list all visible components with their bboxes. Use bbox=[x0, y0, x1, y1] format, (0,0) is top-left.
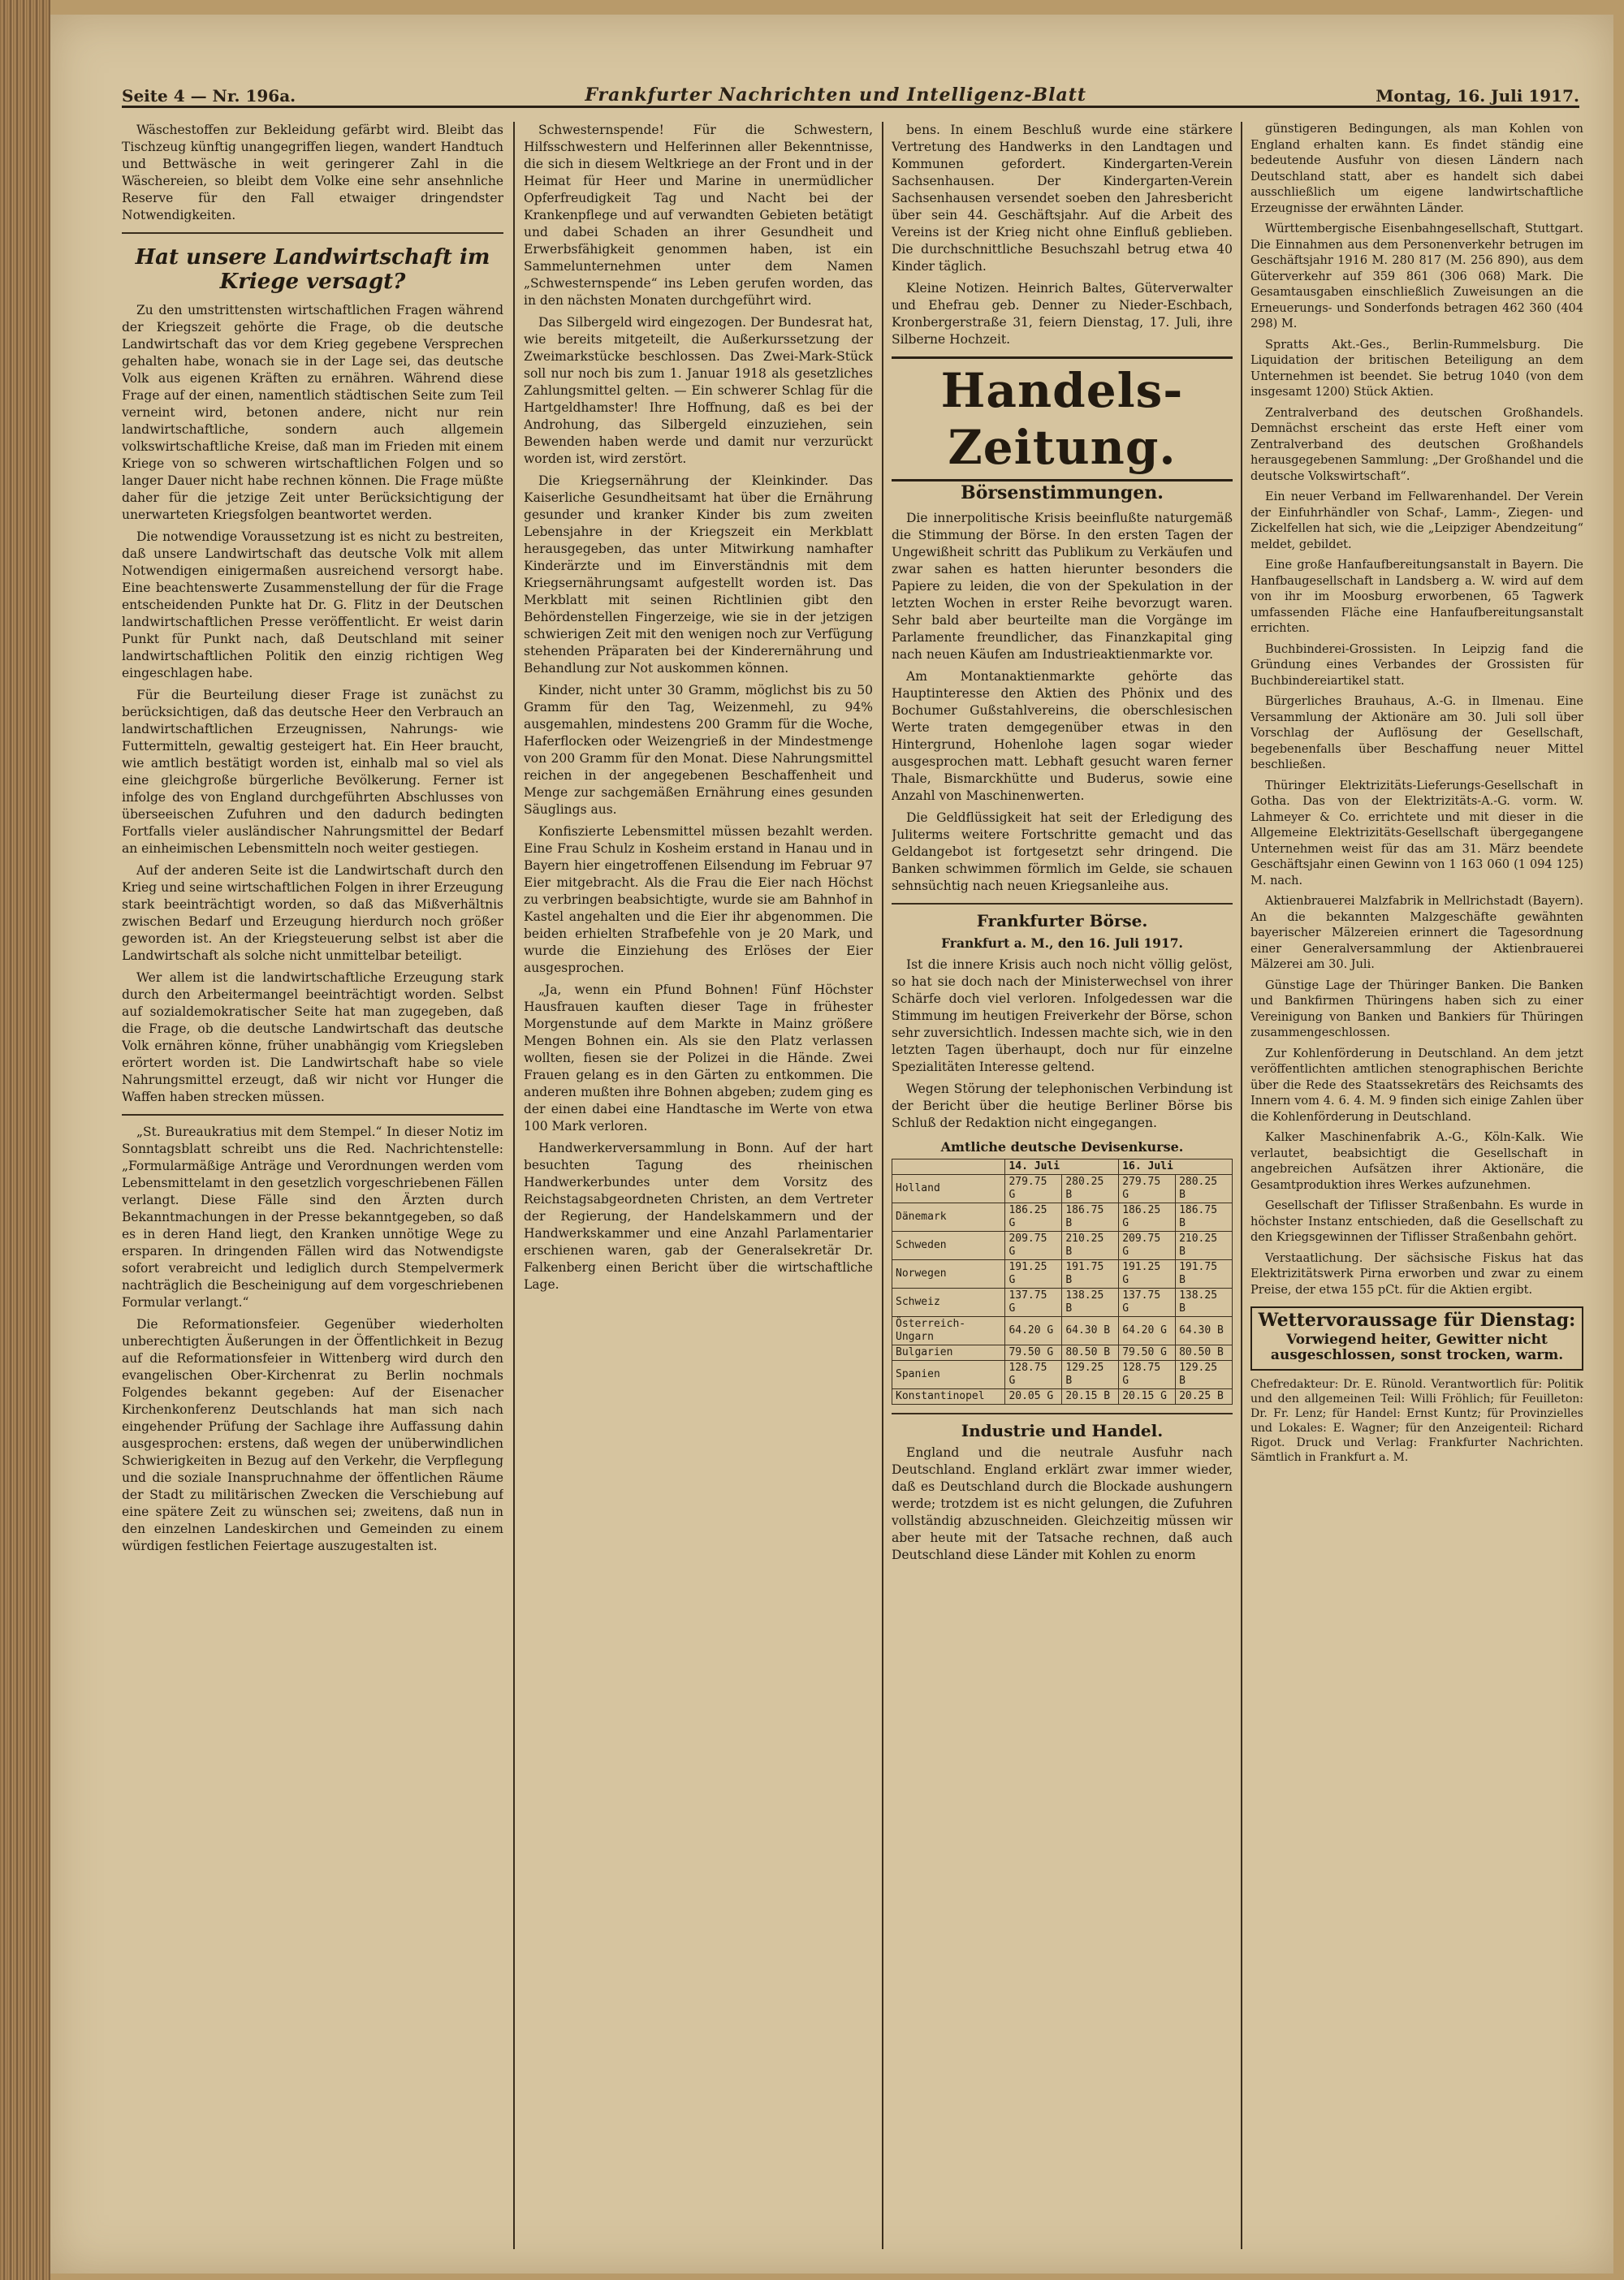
table-cell: 64.20 G bbox=[1119, 1317, 1176, 1345]
devisen-table bbox=[892, 1159, 1233, 1405]
table-cell: 191.25 G bbox=[1119, 1260, 1176, 1289]
article-text: Die innerpolitische Krisis beeinflußte naturgemäß die Stimmung der Börse. In den ersten Tagen der Ungewißheit schritt das Publikum zu Verkäufen und zwar sahen es hatten hierunter besonders die Papiere zu leiden, die von der Spekulation in der letzten Wochen in erster Reihe bevorzugt waren. Sehr bald aber beurteilte man die Vorgänge im Parlamente freundlicher, das Finanzkapital ging nach neuen Käufen am Industrieaktienmarkte vor. bbox=[892, 511, 1233, 662]
table-cell: 80.50 B bbox=[1062, 1345, 1119, 1361]
article-text: Buchbinderei-Grossisten. In Leipzig fand die Gründung eines Verbandes der Grossisten für Buchbindereiartikel statt. bbox=[1250, 642, 1583, 688]
table-cell: Bulgarien bbox=[892, 1345, 1005, 1361]
table-cell: 210.25 B bbox=[1176, 1232, 1233, 1260]
table-cell: 209.75 G bbox=[1005, 1232, 1062, 1260]
table-header: 14. Juli bbox=[1005, 1159, 1119, 1175]
article-text: Für die Beurteilung dieser Frage ist zunächst zu berücksichtigen, daß das deutsche Heer den Verbrauch an landwirtschaftlichen Erzeugnissen, Nahrungs- wie Futtermitteln, gewaltig gesteigert hat. Ein Heer braucht, wie amtlich bestätigt worden ist, einhalb mal so viel als eine gleichgroße bürgerliche Bevölkerung. Ferner ist infolge des von England durchgeführten Abschlusses von überseeischen Zufuhren und den dadurch bedingten Fortfalls vieler ausländischer Nahrungsmittel der Bedarf an einheimischen Lebensmitteln noch weiter gestiegen. bbox=[122, 688, 503, 856]
column-4 bbox=[1250, 122, 1583, 2249]
table-row bbox=[892, 1389, 1233, 1405]
column-1 bbox=[122, 122, 503, 2249]
imprint: Chefredakteur: Dr. E. Rünold. Verantwortlich für: Politik und den allgemeinen Teil: Willi Fröhlich; für Feuilleton: Dr. Fr. Lenz; für Handel: Ernst Kuntz; für Provinzielles und Lokales: E. Wagner; für den Anzeigenteil: Richard Rigot. Druck und Verlag: Frankfurter Nachrichten. Sämtlich in Frankfurt a. M. bbox=[1250, 1377, 1583, 1464]
divider bbox=[122, 232, 503, 234]
divider bbox=[892, 1413, 1233, 1414]
weather-text: Vorwiegend heiter, Gewitter nicht ausgeschlossen, sonst trocken, warm. bbox=[1270, 1331, 1564, 1363]
newspaper-masthead: Frankfurter Nachrichten und Intelligenz-Blatt bbox=[585, 84, 1087, 106]
table-row bbox=[892, 1317, 1233, 1345]
article-text: Zur Kohlenförderung in Deutschland. An dem jetzt veröffentlichten amtlichen stenographischen Berichte über die Rede des Staatssekretärs des Reichsamts des Innern vom 4. 6. 4. M. 9 finden sich einige Zahlen über die Kohlenförderung in Deutschland. bbox=[1250, 1047, 1583, 1124]
table-cell: 79.50 G bbox=[1119, 1345, 1176, 1361]
article-text: Die Kriegsernährung der Kleinkinder. Das Kaiserliche Gesundheitsamt hat über die Ernährung gesunder und kranker Kinder bis zum zweiten Lebensjahre in der Kriegszeit ein Merkblatt herausgegeben, das unter Mitwirkung namhafter Kinderärzte und im Einverständnis mit dem Kriegsernährungsamt aufgestellt worden ist. Das Merkblatt mit seinen Richtlinien gibt den Behördenstellen Fingerzeige, wie sie in der jetzigen schwierigen Zeit mit den wenigen noch zur Verfügung stehenden Präparaten bei der Kinderernährung und Behandlung zur Not auskommen können. bbox=[524, 473, 873, 676]
table-cell: Norwegen bbox=[892, 1260, 1005, 1289]
table-cell: 128.75 G bbox=[1005, 1361, 1062, 1389]
table-cell: 279.75 G bbox=[1119, 1175, 1176, 1203]
table-header: 16. Juli bbox=[1119, 1159, 1233, 1175]
headline-landwirtschaft: Hat unsere Landwirtschaft im Kriege versagt? bbox=[135, 245, 490, 294]
table-cell: 138.25 B bbox=[1062, 1289, 1119, 1317]
table-cell: Spanien bbox=[892, 1361, 1005, 1389]
issue-date: Montag, 16. Juli 1917. bbox=[1376, 86, 1579, 106]
table-cell: 128.75 G bbox=[1119, 1361, 1176, 1389]
article-text: Eine große Hanfaufbereitungsanstalt in Bayern. Die Hanfbaugesellschaft in Landsberg a. W. wird auf dem von ihr im Moosburg erworbenen, 65 Tagwerk umfassenden Fläche eine Hanfaufbereitungsanstalt errichten. bbox=[1250, 559, 1583, 635]
table-cell: 186.25 G bbox=[1005, 1203, 1062, 1232]
article-text: Die Reformationsfeier. Gegenüber wiederholten unberechtigten Äußerungen in der Öffentlichkeit in Bezug auf die Reformationsfeier in Wittenberg wird durch den evangelischen Ober-Kirchenrat zu Berlin nochmals Folgendes bekannt gegeben: Auf der Eisenacher Kirchenkonferenz Deutschlands hat man sich nach eingehender Prüfung der Sachlage ihre Auffassung dahin ausgesprochen: erstens, daß wegen der unüberwindlichen Schwierigkeiten in Bezug auf den Verkehr, die Verpflegung und die soziale Inanspruchnahme der öffentlichen Räume der Stadt zu militärischen Zwecken die Verschiebung auf eine spätere Zeit zu wünschen sei; zweitens, daß nun in den einzelnen Landeskirchen und Gemeinden zu einem würdigen festlichen Feiertage auszugestalten ist. bbox=[122, 1317, 503, 1553]
article-text: Thüringer Elektrizitäts-Lieferungs-Gesellschaft in Gotha. Das von der Elektrizitäts-A.-G. vorm. W. Lahmeyer & Co. errichtete und mit dieser in die Allgemeine Elektrizitäts-Gesellschaft übergegangene Unternehmen weist für das am 31. März beendete Geschäftsjahr einen Gewinn von 1 163 060 (1 094 125) M. nach. bbox=[1250, 779, 1583, 887]
article-text: Handwerkerversammlung in Bonn. Auf der hart besuchten Tagung des rheinischen Handwerkerbundes unter dem Vorsitz des Reichstagsabgeordneten Christen, an dem Vertreter der Regierung, der Handelskammern und der Handwerkskammer und eine Anzahl Parlamentarier erschienen waren, gab der Generalsekretär Dr. Falkenberg einen Bericht über die wirtschaftliche Lage. bbox=[524, 1141, 873, 1292]
table-row bbox=[892, 1361, 1233, 1389]
table-cell: 138.25 B bbox=[1176, 1289, 1233, 1317]
table-cell: 280.25 B bbox=[1062, 1175, 1119, 1203]
article-text: bens. In einem Beschluß wurde eine stärkere Vertretung des Handwerks in den Landtagen und Kommunen gefordert. Kindergarten-Verein Sachsenhausen. Der Kindergarten-Verein Sachsenhausen versendet soeben den Jahresbericht über sein 44. Geschäftsjahr. Auf die Arbeit des Vereins ist der Krieg nicht ohne Einfluß geblieben. Die durchschnittliche Besuchszahl betrug etwa 40 Kinder täglich. bbox=[892, 123, 1233, 274]
article-text: Schwesternspende! Für die Schwestern, Hilfsschwestern und Helferinnen aller Bekenntnisse, die sich in diesem Weltkriege an der Front und in der Heimat für Heer und Marine in unermüdlicher Opferfreudigkeit Tag und Nacht bei der Krankenpflege und auf verwandten Gebieten betätigt und dabei Schaden an ihrer Gesundheit und Erwerbsfähigkeit genommen haben, ist ein Sammelunternehmen unter dem Namen „Schwesternspende“ ins Leben gerufen worden, das in den nächsten Monaten durchgeführt wird. bbox=[524, 123, 873, 308]
article-text: Konfiszierte Lebensmittel müssen bezahlt werden. Eine Frau Schulz in Kosheim erstand in Hanau und in Bayern hier eingetroffenen Eilsendung im Februar 97 Eier mitgebracht. Als die Frau die Eier nach Höchst zu verbringen beabsichtigte, wurde sie am Bahnhof in Kastel angehalten und die Eier ihr abgenommen. Die beiden erhielten Strafbefehle von je 20 Mark, und wurde die Einziehung des Erlöses der Eier ausgesprochen. bbox=[524, 824, 873, 975]
column-rule bbox=[882, 122, 883, 2249]
table-cell: 129.25 B bbox=[1176, 1361, 1233, 1389]
article-text: Kalker Maschinenfabrik A.-G., Köln-Kalk. Wie verlautet, beabsichtigt die Gesellschaft in angebreichen Aufsätzen ihrer Aktionäre, die Gesamtproduktion ihres Werkes aufzunehmen. bbox=[1250, 1131, 1583, 1192]
boerse-title: Frankfurter Börse. bbox=[976, 911, 1148, 931]
article-text: Kinder, nicht unter 30 Gramm, möglichst bis zu 50 Gramm für den Tag, Weizenmehl, zu 94% ausgemahlen, mindestens 200 Gramm für die Woche, Haferflocken oder Weizengrieß in der Mindestmenge von 200 Gramm für den Monat. Diese Nahrungsmittel reichen in der angegebenen Beschaffenheit und Menge zur sachgemäßen Ernährung eines gesunden Säuglings aus. bbox=[524, 683, 873, 817]
article-text: Auf der anderen Seite ist die Landwirtschaft durch den Krieg und seine wirtschaftlichen Folgen in ihrer Erzeugung stark beeinträchtigt worden, so daß das Mißverhältnis zwischen Bedarf und Erzeugung hierdurch noch größer geworden ist. An der Kriegsteuerung selbst ist aber die Landwirtschaft als solche nicht unmittelbar beteiligt. bbox=[122, 863, 503, 963]
table-cell: 20.05 G bbox=[1005, 1389, 1062, 1405]
column-3 bbox=[892, 122, 1233, 2249]
article-text: England und die neutrale Ausfuhr nach Deutschland. England erklärt zwar immer wieder, daß es Deutschland durch die Blockade aushungern werde; trotzdem ist es nicht gelungen, die Zufuhren vollständig abzuschneiden. Gleichzeitig müssen wir aber heute mit der Tatsache rechnen, daß auch Deutschland diese Länder mit Kohlen zu enorm bbox=[892, 1445, 1233, 1562]
article-text: „Ja, wenn ein Pfund Bohnen! Fünf Höchster Hausfrauen kauften dieser Tage in frühester Morgenstunde auf dem Markte in Mainz größere Mengen Bohnen ein. Als sie den Platz verlassen wollten, fiesen sie der Polizei in die Hände. Zwei Frauen gelang es in den Gärten zu entkommen. Die anderen mußten ihre Bohnen abgeben; zudem ging es der einen dabei eine Handtasche im Werte von etwa 100 Mark verloren. bbox=[524, 982, 873, 1134]
article-text: Bürgerliches Brauhaus, A.-G. in Ilmenau. Eine Versammlung der Aktionäre am 30. Juli soll über Vorschlag der Auflösung der Gesellschaft, begebenenfalls über Beschaffung neuer Mittel beschließen. bbox=[1250, 695, 1583, 771]
table-cell: 191.25 G bbox=[1005, 1260, 1062, 1289]
article-text: Ein neuer Verband im Fellwarenhandel. Der Verein der Einfuhrhändler von Schaf-, Lamm-, Ziegen- und Zickelfellen hat sich, wie die „Leipziger Abendzeitung“ meldet, gebildet. bbox=[1250, 490, 1583, 551]
table-cell: 20.25 B bbox=[1176, 1389, 1233, 1405]
weather-title: Wettervoraussage für Dienstag: bbox=[1258, 1310, 1576, 1331]
table-row bbox=[892, 1232, 1233, 1260]
table-cell: 279.75 G bbox=[1005, 1175, 1062, 1203]
article-text: Wer allem ist die landwirtschaftliche Erzeugung stark durch den Arbeitermangel beeinträchtigt worden. Selbst auf sozialdemokratischer Seite hat man zugegeben, daß die Frage, ob die deutsche Landwirtschaft das deutsche Volk ernähren könne, früher unabhängig vom Kriegsleben erörtert worden ist. Die Landwirtschaft habe so viele Nahrungsmittel erzeugt, daß wir nicht vor Hunger die Waffen haben strecken müssen. bbox=[122, 970, 503, 1104]
column-rule bbox=[513, 122, 515, 2249]
devisen-table-title: Amtliche deutsche Devisenkurse. bbox=[940, 1139, 1184, 1155]
article-text: Zu den umstrittensten wirtschaftlichen Fragen während der Kriegszeit gehörte die Frage, ob die deutsche Landwirtschaft das vor dem Krieg gegebene Versprechen gehalten habe, wonach sie in der Lage sei, das deutsche Volk aus eigenen Kräften zu ernähren. Während diese Frage auf der einen, namentlich städtischen Seite zum Teil verneint wird, betonen andere, nicht nur rein landwirtschaftliche, sondern auch allgemein volkswirtschaftliche Kreise, daß man im Frieden mit einem Kriege von so schweren wirtschaftlichen Folgen und so langer Dauer nicht habe rechnen können. Die Frage müßte daher für die jetzige Zeit unter Berücksichtigung der unerwarteten Kriegsfolgen beantwortet werden. bbox=[122, 303, 503, 522]
table-cell: 64.30 B bbox=[1062, 1317, 1119, 1345]
table-cell: 79.50 G bbox=[1005, 1345, 1062, 1361]
table-row bbox=[892, 1289, 1233, 1317]
table-cell: 280.25 B bbox=[1176, 1175, 1233, 1203]
divider bbox=[122, 1114, 503, 1116]
table-row bbox=[892, 1260, 1233, 1289]
table-row bbox=[892, 1175, 1233, 1203]
table-cell: 129.25 B bbox=[1062, 1361, 1119, 1389]
article-text: Wegen Störung der telephonischen Verbindung ist der Bericht über die heutige Berliner Börse bis Schluß der Redaktion nicht eingegangen. bbox=[892, 1082, 1233, 1130]
table-cell: Holland bbox=[892, 1175, 1005, 1203]
table-cell: 20.15 G bbox=[1119, 1389, 1176, 1405]
article-text: Verstaatlichung. Der sächsische Fiskus hat das Elektrizitätswerk Pirna erworben und zwar zu einem Preise, der etwa 155 pCt. für die Aktien ergibt. bbox=[1250, 1251, 1583, 1297]
weather-forecast-box bbox=[1250, 1306, 1583, 1371]
table-cell: 80.50 B bbox=[1176, 1345, 1233, 1361]
table-cell: 137.75 G bbox=[1119, 1289, 1176, 1317]
table-cell: 209.75 G bbox=[1119, 1232, 1176, 1260]
table-cell: 186.75 B bbox=[1062, 1203, 1119, 1232]
dateline: Frankfurt a. M., den 16. Juli 1917. bbox=[941, 935, 1183, 951]
article-text: Zentralverband des deutschen Großhandels. Demnächst erscheint das erste Heft einer vom Zentralverband des deutschen Großhandels herausgegebenen Sammlung: „Der Großhandel und die deutsche Volkswirtschaft“. bbox=[1250, 406, 1583, 483]
table-header bbox=[892, 1159, 1005, 1175]
table-row bbox=[892, 1203, 1233, 1232]
table-cell: Konstantinopel bbox=[892, 1389, 1005, 1405]
page-header bbox=[122, 73, 1579, 108]
table-cell: Österreich-Ungarn bbox=[892, 1317, 1005, 1345]
divider bbox=[892, 903, 1233, 905]
table-cell: 210.25 B bbox=[1062, 1232, 1119, 1260]
small-notice: Kleine Notizen. Heinrich Baltes, Güterverwalter und Ehefrau geb. Denner zu Nieder-Eschbach, Kronbergerstraße 31, feiern Dienstag, 17. Juli, ihre Silberne Hochzeit. bbox=[892, 281, 1233, 347]
table-row bbox=[892, 1345, 1233, 1361]
column-rule bbox=[1241, 122, 1242, 2249]
table-cell: 186.25 G bbox=[1119, 1203, 1176, 1232]
table-cell: 137.75 G bbox=[1005, 1289, 1062, 1317]
table-cell: 64.30 B bbox=[1176, 1317, 1233, 1345]
article-text: günstigeren Bedingungen, als man Kohlen von England erhalten kann. Es findet ständig eine bedeutende Ausfuhr von diesen Ländern nach Deutschland statt, aber es handelt sich dabei ausschließlich um eigene landwirtschaftliche Erzeugnisse der erwähnten Länder. bbox=[1250, 123, 1583, 215]
page-number: Seite 4 — Nr. 196a. bbox=[122, 86, 296, 106]
column-2 bbox=[524, 122, 873, 2249]
article-text: Das Silbergeld wird eingezogen. Der Bundesrat hat, wie bereits mitgeteilt, die Außerkurssetzung der Zweimarkstücke beschlossen. Das Zwei-Mark-Stück soll nur noch bis zum 1. Januar 1918 als gesetzliches Zahlungsmittel gelten. — Ein schwerer Schlag für die Hartgeldhamster! Ihre Hoffnung, daß es bei der Androhung, das Silbergeld einzuziehen, sein Bewenden haben werde und damit nur verzurückt worden ist, wird zerstört. bbox=[524, 315, 873, 466]
table-cell: Schweden bbox=[892, 1232, 1005, 1260]
article-text: Aktienbrauerei Malzfabrik in Mellrichstadt (Bayern). An die bekannten Malzgeschäfte gewähnten bayerischer Mälzereien erinnert die Tagesordnung einer Generalversammlung der Aktienbrauerei Mälzerei am 30. Juli. bbox=[1250, 895, 1583, 971]
article-text: Ist die innere Krisis auch noch nicht völlig gelöst, so hat sie doch nach der Ministerwechsel von ihrer Schärfe doch viel verloren. Infolgedessen war die Stimmung im heutigen Freiverkehr der Börse, schon sehr zuversichtlich. Indessen machte sich, wie in den letzten Tagen überhaupt, doch nur für einzelne Spezialitäten Interesse geltend. bbox=[892, 957, 1233, 1074]
section-subtitle: Börsenstimmungen. bbox=[961, 482, 1164, 503]
handels-zeitung-title: Handels-Zeitung. bbox=[892, 356, 1233, 481]
table-cell: 186.75 B bbox=[1176, 1203, 1233, 1232]
table-cell: 20.15 B bbox=[1062, 1389, 1119, 1405]
article-text: Die Geldflüssigkeit hat seit der Erledigung des Juliterms weitere Fortschritte gemacht und das Geldangebot ist fortgesetzt sehr dringend. Die Banken schwimmen förmlich im Gelde, sie schauen sehnsüchtig nach neuen Kriegsanleihe aus. bbox=[892, 810, 1233, 893]
table-cell: Schweiz bbox=[892, 1289, 1005, 1317]
table-cell: 191.75 B bbox=[1176, 1260, 1233, 1289]
article-text: „St. Bureaukratius mit dem Stempel.“ In dieser Notiz im Sonntagsblatt schreibt uns die Red. Nachrichtenstelle: „Formularmäßige Anträge und Verordnungen werden vom Lebensmittelamt in den gesetzlich vorgeschriebenen Fällen verlangt. Diese Fälle sind den Ärzten durch Bekanntmachungen in der Presse bekanntgegeben, so daß es in deren Hand liegt, den Kranken unnötige Wege zu ersparen. In dringenden Fällen wird das Notwendigste sofort verabreicht und lediglich durch Stempelvermerk nachträglich die Bescheinigung auf dem vorgeschriebenen Formular verlangt.“ bbox=[122, 1125, 503, 1310]
table-cell: 64.20 G bbox=[1005, 1317, 1062, 1345]
article-text: Gesellschaft der Tiflisser Straßenbahn. Es wurde in höchster Instanz entschieden, daß die Gesellschaft zu den Kriegsgewinnen der Tiflisser Straßenbahn gehört. bbox=[1250, 1199, 1583, 1244]
article-text: Wäschestoffen zur Bekleidung gefärbt wird. Bleibt das Tischzeug künftig unangegriffen liegen, wandert Handtuch und Bettwäsche in weit geringerer Zahl in die Wäschereien, so bleibt dem Volke eine sehr ansehnliche Reserve für den Fall etwaiger dringendster Notwendigkeiten. bbox=[122, 123, 503, 222]
industrie-title: Industrie und Handel. bbox=[961, 1421, 1164, 1440]
article-text: Die notwendige Voraussetzung ist es nicht zu bestreiten, daß unsere Landwirtschaft das deutsche Volk mit allem Notwendigen einigermaßen ausreichend versorgt habe. Eine beachtenswerte Zusammenstellung der für die Frage entscheidenden Punkte hat Dr. G. Flitz in der Deutschen landwirtschaftlichen Presse veröffentlicht. Er weist darin Punkt für Punkt nach, daß Deutschland mit seiner landwirtschaftlichen Politik den einzig richtigen Weg eingeschlagen habe. bbox=[122, 529, 503, 680]
article-text: Günstige Lage der Thüringer Banken. Die Banken und Bankfirmen Thüringens haben sich zu einer Vereinigung von Banken und Bankiers für Thüringen zusammengeschlossen. bbox=[1250, 978, 1583, 1039]
book-page-edge bbox=[0, 0, 50, 2280]
article-text: Spratts Akt.-Ges., Berlin-Rummelsburg. Die Liquidation der britischen Beteiligung an dem Unternehmen ist beendet. Sie betrug 1040 (von dem insgesamt 1200) Stück Aktien. bbox=[1250, 338, 1583, 399]
table-cell: Dänemark bbox=[892, 1203, 1005, 1232]
article-text: Württembergische Eisenbahngesellschaft, Stuttgart. Die Einnahmen aus dem Personenverkehr betrugen im Geschäftsjahr 1916 M. 280 817 (M. 256 890), aus dem Güterverkehr auf 359 861 (306 068) Mark. Die Gesamtausgaben einschließlich Zuweisungen an die Erneuerungs- und Sonderfonds betragen 462 360 (404 298) M. bbox=[1250, 222, 1583, 330]
table-cell: 191.75 B bbox=[1062, 1260, 1119, 1289]
article-text: Am Montanaktienmarkte gehörte das Hauptinteresse den Aktien des Phönix und des Bochumer Gußstahlvereins, die oberschlesischen Werte traten demgegenüber etwas in den Hintergrund, Hohenlohe lagen sogar wieder ausgesprochen matt. Lebhaft gesucht waren ferner Thale, Bismarckhütte und Buderus, sowie eine Anzahl von Maschinenwerten. bbox=[892, 669, 1233, 803]
